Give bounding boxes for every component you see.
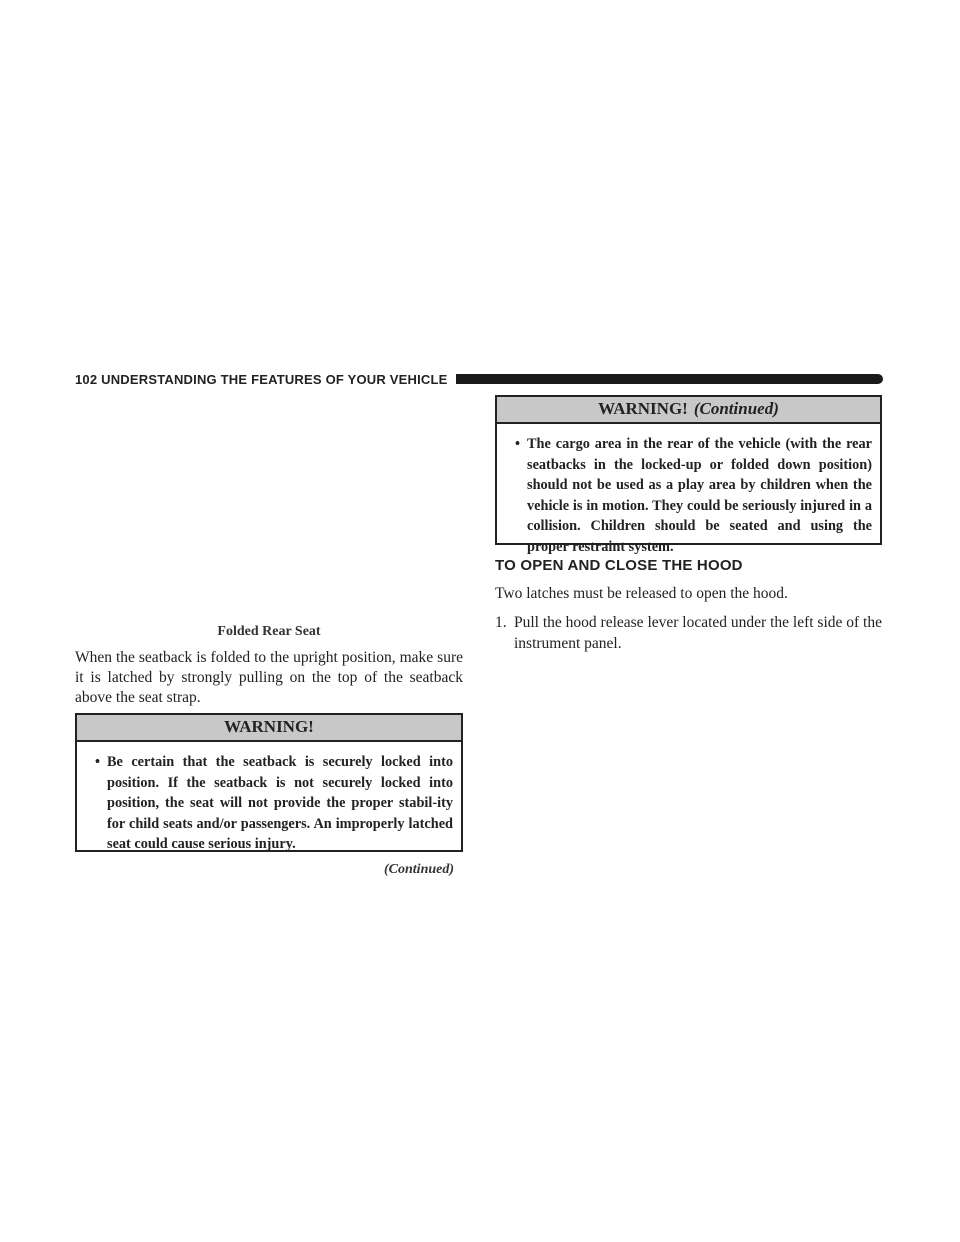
continued-note: (Continued) xyxy=(384,862,455,877)
bullet-icon: • xyxy=(515,436,521,452)
warning-bullet-text: Be certain that the seatback is securely locked into position. If the seatback is not securely locked into position, the seat will not provide the proper stabil-ity for child seats and/or passengers. An improperly latched seat could cause serious injury. xyxy=(107,754,453,852)
header-rule xyxy=(456,374,883,384)
page-header xyxy=(75,370,883,388)
figure-caption: Folded Rear Seat xyxy=(217,624,321,639)
warning-continued-box xyxy=(495,395,882,555)
warning-continued-list xyxy=(497,424,880,569)
step-item xyxy=(495,612,882,654)
warning-box xyxy=(75,713,463,852)
warning-continued-bullet-text: The cargo area in the rear of the vehicle (with the rear seatbacks in the locked-up or folded down position) should not be used as a play area by children when the vehicle is in motion. They could be seriously injured in a collision. Children should be seated and using the proper restraint system. xyxy=(527,436,872,555)
step-number: 1. xyxy=(495,614,507,631)
page-number-title: 102 UNDERSTANDING THE FEATURES OF YOUR VEHICLE xyxy=(75,371,448,387)
bullet-icon: • xyxy=(95,754,101,770)
hood-intro: Two latches must be released to open the hood. xyxy=(495,585,788,602)
warning-list xyxy=(77,742,461,867)
warning-continued-title-text: WARNING! xyxy=(598,399,688,418)
seatback-paragraph: When the seatback is folded to the upright position, make sure it is latched by strongly pulling on the top of the seatback above the seat strap. xyxy=(75,649,463,706)
step-text-line: Pull the hood release lever located under the left side of the instrument panel. xyxy=(514,614,882,652)
warning-title xyxy=(77,715,461,742)
warning-continued-title xyxy=(497,397,880,424)
warning-continued-suffix: (Continued) xyxy=(693,399,779,418)
section-heading: TO OPEN AND CLOSE THE HOOD xyxy=(495,557,743,574)
warning-continued-bullet-item xyxy=(515,434,872,557)
warning-title-text: WARNING! xyxy=(224,717,314,736)
warning-bullet-item xyxy=(95,752,453,855)
